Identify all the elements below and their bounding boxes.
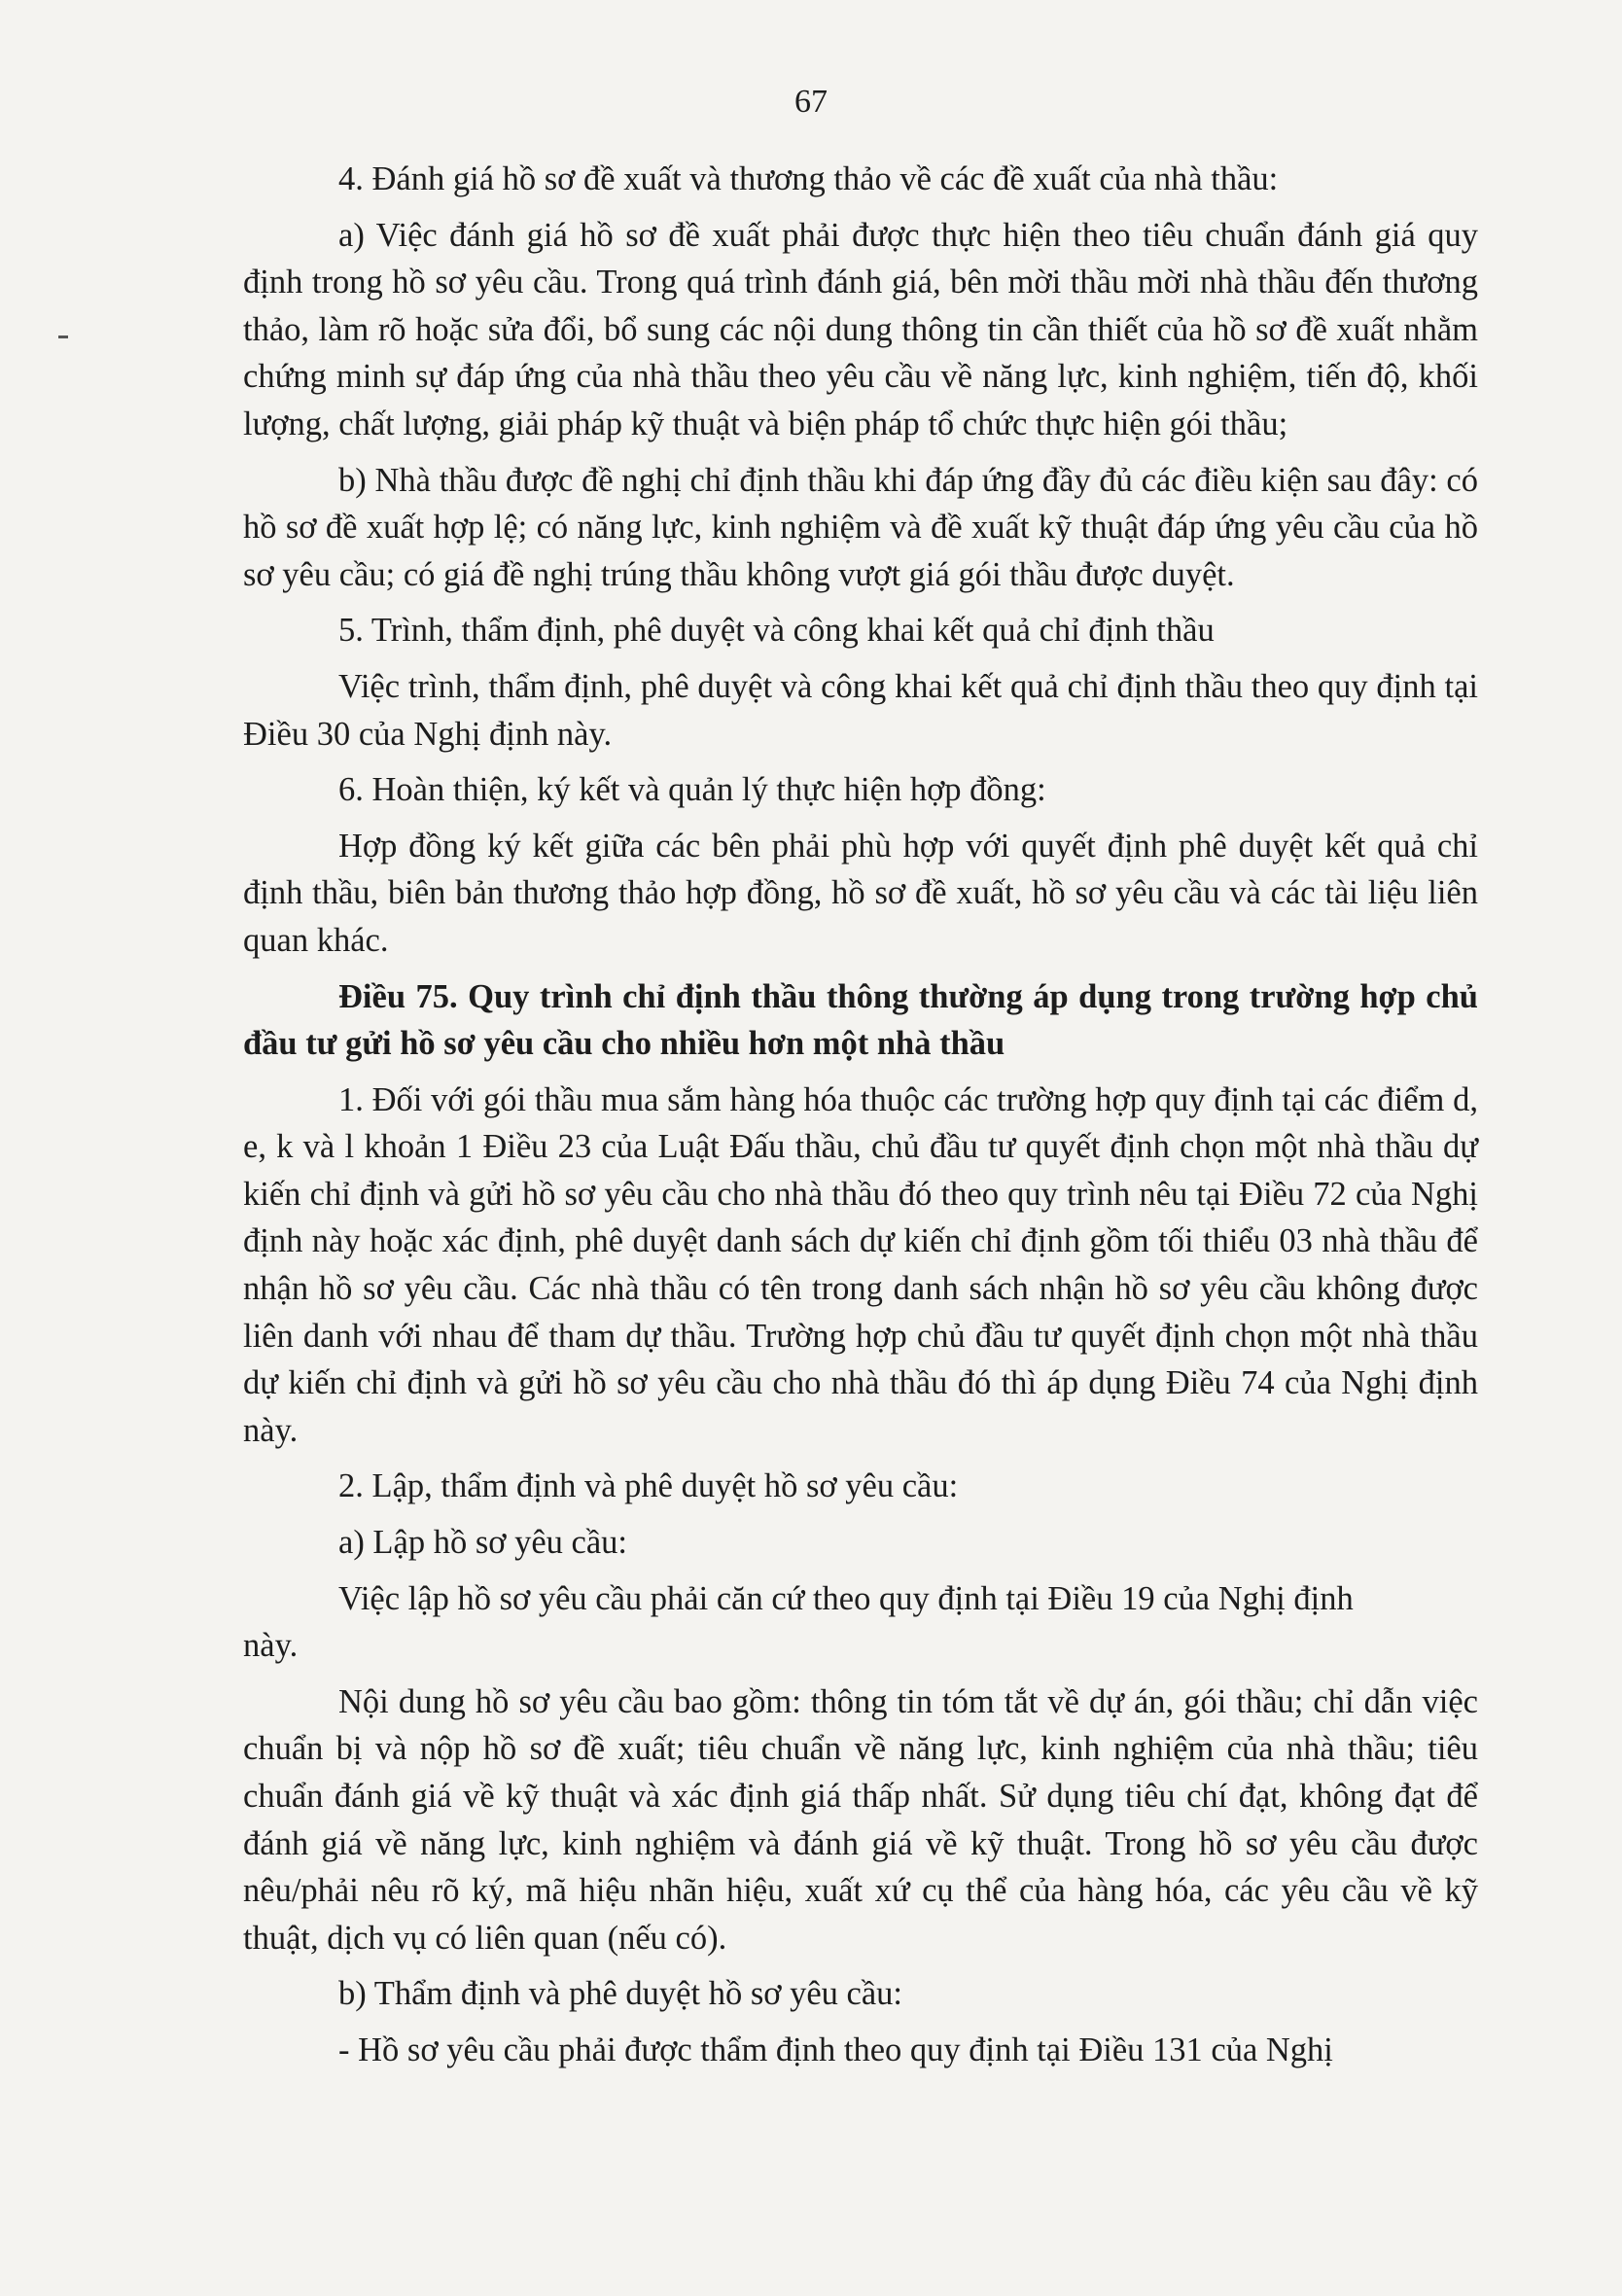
paragraph-4b: b) Nhà thầu được đề nghị chỉ định thầu khi đáp ứng đầy đủ các điều kiện sau đây: có hồ sơ đề xuất hợp lệ; có năng lực, kinh nghiệm và đề xuất kỹ thuật đáp ứng yêu cầu của hồ sơ yêu cầu; có giá đề nghị trúng thầu không vượt giá gói thầu được duyệt. <box>243 461 1478 593</box>
paragraph-4a: a) Việc đánh giá hồ sơ đề xuất phải được thực hiện theo tiêu chuẩn đánh giá quy định trong hồ sơ yêu cầu. Trong quá trình đánh giá, bên mời thầu mời nhà thầu đến thương thảo, làm rõ hoặc sửa đổi, bổ sung các nội dung thông tin cần thiết của hồ sơ đề xuất nhằm chứng minh sự đáp ứng của nhà thầu theo yêu cầu về năng lực, kinh nghiệm, tiến độ, khối lượng, chất lượng, giải pháp kỹ thuật và biện pháp tổ chức thực hiện gói thầu; <box>243 216 1478 442</box>
article-75-clause-2b-heading: b) Thẩm định và phê duyệt hồ sơ yêu cầu: <box>338 1975 903 2013</box>
article-75-title: Điều 75. Quy trình chỉ định thầu thông thường áp dụng trong trường hợp chủ đầu tư gửi hồ sơ yêu cầu cho nhiều hơn một nhà thầu <box>243 977 1478 1063</box>
article-75-clause-2b-item: - Hồ sơ yêu cầu phải được thẩm định theo quy định tại Điều 131 của Nghị <box>338 2031 1333 2068</box>
margin-mark <box>58 336 68 338</box>
article-75-clause-2a-heading: a) Lập hồ sơ yêu cầu: <box>338 1524 628 1562</box>
paragraph-5-heading: 5. Trình, thẩm định, phê duyệt và công khai kết quả chỉ định thầu <box>338 612 1215 650</box>
article-75-clause-2a-content: Nội dung hồ sơ yêu cầu bao gồm: thông tin tóm tắt về dự án, gói thầu; chỉ dẫn việc chuẩn bị và nộp hồ sơ đề xuất; tiêu chuẩn về năng lực, kinh nghiệm của nhà thầu; tiêu chuẩn đánh giá về kỹ thuật và xác định giá thấp nhất. Sử dụng tiêu chí đạt, không đạt để đánh giá về năng lực, kinh nghiệm và đánh giá về kỹ thuật. Trong hồ sơ yêu cầu được nêu/phải nêu rõ ký, mã hiệu nhãn hiệu, xuất xứ cụ thể của hàng hóa, các yêu cầu về kỹ thuật, dịch vụ có liên quan (nếu có). <box>243 1682 1478 1957</box>
paragraph-4-heading: 4. Đánh giá hồ sơ đề xuất và thương thảo về các đề xuất của nhà thầu: <box>338 160 1279 197</box>
paragraph-6-body: Hợp đồng ký kết giữa các bên phải phù hợp với quyết định phê duyệt kết quả chỉ định thầu, biên bản thương thảo hợp đồng, hồ sơ đề xuất, hồ sơ yêu cầu và các tài liệu liên quan khác. <box>243 827 1478 959</box>
paragraph-5-body: Việc trình, thẩm định, phê duyệt và công khai kết quả chỉ định thầu theo quy định tại Điều 30 của Nghị định này. <box>243 667 1478 753</box>
article-75-clause-2a-body-continued: này. <box>243 1627 299 1665</box>
article-75-clause-1: 1. Đối với gói thầu mua sắm hàng hóa thuộc các trường hợp quy định tại các điểm d, e, k và l khoản 1 Điều 23 của Luật Đấu thầu, chủ đầu tư quyết định chọn một nhà thầu dự kiến chỉ định và gửi hồ sơ yêu cầu cho nhà thầu đó theo quy trình nêu tại Điều 72 của Nghị định này hoặc xác định, phê duyệt danh sách dự kiến chỉ định gồm tối thiểu 03 nhà thầu để nhận hồ sơ yêu cầu. Các nhà thầu có tên trong danh sách nhận hồ sơ yêu cầu không được liên danh với nhau để tham dự thầu. Trường hợp chủ đầu tư quyết định chọn một nhà thầu dự kiến chỉ định và gửi hồ sơ yêu cầu cho nhà thầu đó thì áp dụng Điều 74 của Nghị định này. <box>243 1080 1478 1449</box>
paragraph-6-heading: 6. Hoàn thiện, ký kết và quản lý thực hiện hợp đồng: <box>338 771 1046 809</box>
article-75-clause-2-heading: 2. Lập, thẩm định và phê duyệt hồ sơ yêu cầu: <box>338 1467 959 1505</box>
page-number: 67 <box>794 84 828 120</box>
article-75-clause-2a-body: Việc lập hồ sơ yêu cầu phải căn cứ theo quy định tại Điều 19 của Nghị định <box>338 1579 1354 1617</box>
document-body <box>243 156 1478 2083</box>
